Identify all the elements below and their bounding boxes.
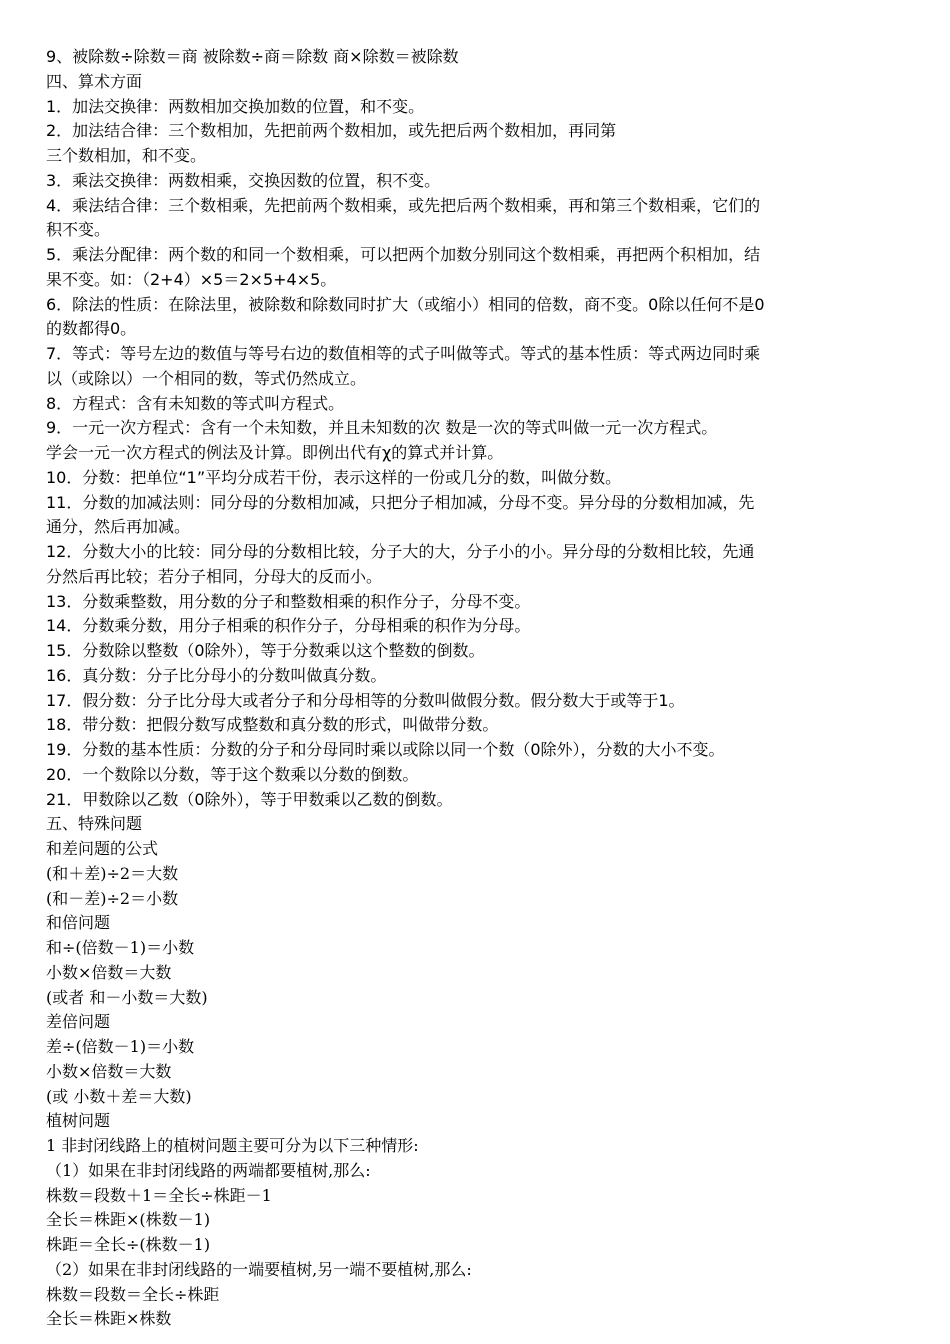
- formula-line: 小数×倍数＝大数: [46, 962, 172, 982]
- section-heading: 四、算术方面: [46, 71, 143, 91]
- formula-line: 株距＝全长÷(株数－1): [46, 1235, 211, 1254]
- text-line: 10．分数：把单位“1”平均分成若干份，表示这样的一份或几分的数，叫做分数。: [46, 467, 622, 487]
- text-line: 13．分数乘整数，用分数的分子和整数相乘的积作分子，分母不变。: [46, 591, 531, 611]
- text-line: 8．方程式：含有未知数的等式叫方程式。: [46, 393, 345, 413]
- formula-line: (或 小数＋差＝大数): [46, 1086, 192, 1106]
- text-line: 1 非封闭线路上的植树问题主要可分为以下三种情形:: [46, 1136, 419, 1155]
- section-heading: 五、特殊问题: [46, 814, 143, 834]
- subheading: 和倍问题: [46, 913, 111, 933]
- text-line: （2）如果在非封闭线路的一端要植树,另一端不要植树,那么:: [46, 1259, 472, 1279]
- formula-line: 和÷(倍数－1)＝小数: [46, 938, 195, 957]
- text-line: 9．一元一次方程式：含有一个未知数，并且未知数的次 数是一次的等式叫做一元一次方程式。: [46, 418, 718, 438]
- text-line: 19．分数的基本性质：分数的分子和分母同时乘以或除以同一个数（0除外），分数的大小不变。: [46, 740, 725, 759]
- text-line: 4．乘法结合律：三个数相乘，先把前两个数相乘，或先把后两个数相乘，再和第三个数相乘，它们的: [46, 195, 761, 215]
- formula-line: (或者 和－小数＝大数): [46, 987, 208, 1007]
- text-line: 学会一元一次方程式的例法及计算。即例出代有χ的算式并计算。: [46, 443, 504, 462]
- text-line: 14．分数乘分数，用分子相乘的积作分子，分母相乘的积作为分母。: [46, 616, 531, 636]
- formula-line: 小数×倍数＝大数: [46, 1061, 172, 1081]
- text-line: 分然后再比较；若分子相同，分母大的反而小。: [46, 566, 383, 586]
- text-line: 17．假分数：分子比分母大或者分子和分母相等的分数叫做假分数。假分数大于或等于1。: [46, 690, 685, 710]
- subheading: 植树问题: [46, 1111, 111, 1131]
- formula-line: 全长＝株距×株数: [46, 1309, 172, 1329]
- text-line: 9、被除数÷除数＝商 被除数÷商＝除数 商×除数＝被除数: [46, 47, 459, 66]
- text-line: 5．乘法分配律：两个数的和同一个数相乘，可以把两个加数分别同这个数相乘，再把两个积相加，结: [46, 245, 761, 264]
- formula-line: 株数＝段数＋1＝全长÷株距－1: [46, 1185, 272, 1205]
- text-line: 15．分数除以整数（0除外），等于分数乘以这个整数的倒数。: [46, 641, 485, 660]
- formula-line: (和－差)÷2＝小数: [46, 888, 179, 908]
- text-line: 11．分数的加减法则：同分母的分数相加减，只把分子相加减，分母不变。异分母的分数相加减，先: [46, 492, 755, 512]
- text-line: （1）如果在非封闭线路的两端都要植树,那么:: [46, 1160, 371, 1180]
- document-body: [46, 45, 906, 1332]
- text-line: 积不变。: [46, 220, 111, 240]
- text-line: 18．带分数：把假分数写成整数和真分数的形式，叫做带分数。: [46, 715, 499, 735]
- text-line: 通分，然后再加减。: [46, 517, 191, 537]
- text-line: 2．加法结合律：三个数相加，先把前两个数相加，或先把后两个数相加，再同第: [46, 121, 617, 141]
- text-line: 16．真分数：分子比分母小的分数叫做真分数。: [46, 665, 387, 685]
- text-line: 果不变。如：（2+4）×5＝2×5+4×5。: [46, 269, 337, 289]
- text-line: 21．甲数除以乙数（0除外），等于甲数乘以乙数的倒数。: [46, 789, 453, 809]
- text-line: 3．乘法交换律：两数相乘，交换因数的位置，积不变。: [46, 170, 441, 190]
- text-line: 20．一个数除以分数，等于这个数乘以分数的倒数。: [46, 764, 419, 784]
- subheading: 差倍问题: [46, 1012, 111, 1032]
- text-line: 1．加法交换律：两数相加交换加数的位置，和不变。: [46, 96, 425, 116]
- text-line: 以（或除以）一个相同的数，等式仍然成立。: [46, 368, 367, 388]
- formula-line: 株数＝段数＝全长÷株距: [46, 1284, 220, 1304]
- text-line: 6．除法的性质：在除法里，被除数和除数同时扩大（或缩小）相同的倍数，商不变。0除以任何不是0: [46, 294, 765, 314]
- subheading: 和差问题的公式: [46, 839, 159, 858]
- formula-line: 差÷(倍数－1)＝小数: [46, 1037, 195, 1056]
- text-line: 7．等式：等号左边的数值与等号右边的数值相等的式子叫做等式。等式的基本性质：等式两边同时乘: [46, 344, 761, 363]
- formula-line: (和＋差)÷2＝大数: [46, 863, 179, 883]
- formula-line: 全长＝株距×(株数－1): [46, 1210, 211, 1230]
- text-line: 12．分数大小的比较：同分母的分数相比较，分子大的大，分子小的小。异分母的分数相比较，先通: [46, 542, 755, 561]
- text-line: 三个数相加，和不变。: [46, 146, 207, 165]
- text-line: 的数都得0。: [46, 319, 137, 339]
